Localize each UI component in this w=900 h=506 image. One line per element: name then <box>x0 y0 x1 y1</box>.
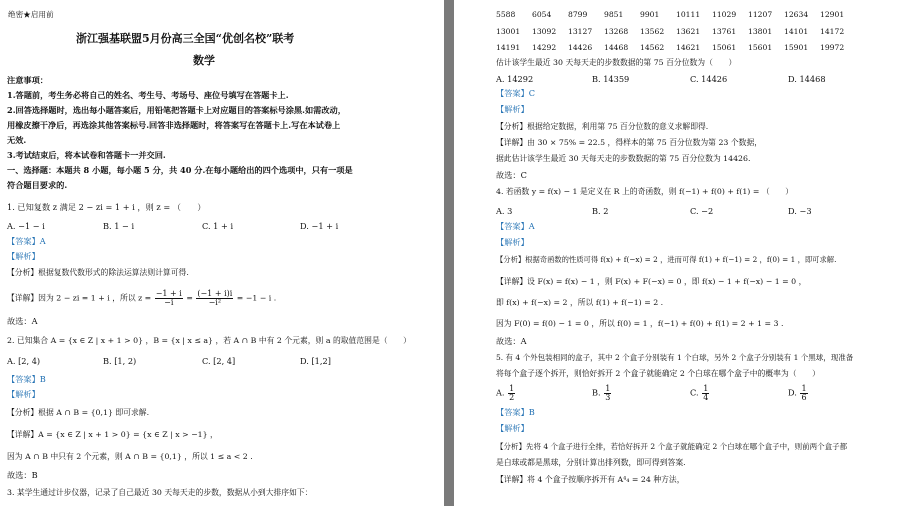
q2-jiexi: 【解析】 <box>7 389 40 399</box>
q5-d-num: 1 <box>801 384 807 393</box>
q1-frac1-num: −1 + i <box>155 289 182 298</box>
data-cell: 12634 <box>784 10 809 19</box>
question-5: 5. 有 4 个外包装相同的盒子，其中 2 个盒子分别装有 1 个白球，另外 2 个盒子分别装有 1 个黑球，现准备 <box>496 353 854 362</box>
q1-option-c: C. 1 + i <box>202 221 234 231</box>
q5-b-num: 1 <box>605 384 611 393</box>
q4-option-d: D. −3 <box>788 206 812 216</box>
section-heading: 一、选择题：本题共 8 小题，每小题 5 分，共 40 分.在每小题给出的四个选项中，只有一项是 <box>7 165 353 175</box>
q1-fraction-2 <box>196 290 233 307</box>
top-secret-label: 绝密★启用前 <box>8 10 54 19</box>
q5-option-a <box>496 385 516 402</box>
data-cell: 19972 <box>820 43 845 52</box>
q5-xiangjie: 【详解】将 4 个盒子按顺序拆开有 A⁴₄ = 24 种方法， <box>496 475 685 484</box>
data-cell: 13562 <box>640 27 665 36</box>
q4-option-c: C. −2 <box>690 206 714 216</box>
q3-conclude: 据此估计该学生最近 30 天每天走的步数数据的第 75 百分位数为 14426. <box>496 154 751 163</box>
q1-option-b: B. 1 − i <box>103 221 135 231</box>
question-1: 1. 已知复数 z 满足 2 − zi = 1 + i ，则 z = （ ） <box>7 202 206 212</box>
q2-xiangjie: 【详解】A = {x ∈ Z | x + 1 > 0} = {x ∈ Z | x > −1} ， <box>7 430 218 439</box>
q3-fenxi: 【分析】根据给定数据，利用第 75 百分位数的意义求解即得. <box>496 122 709 131</box>
q5-option-d <box>788 385 809 402</box>
question-4: 4. 若函数 y = f(x) − 1 是定义在 R 上的奇函数，则 f(−1) + f(0) + f(1) = （ ） <box>496 187 794 196</box>
data-cell: 15901 <box>784 43 809 52</box>
q4-xiangjie: 【详解】设 F(x) = f(x) − 1 ，则 F(x) + F(−x) = 0 ，即 f(x) − 1 + f(−x) − 1 = 0 ， <box>496 277 807 286</box>
q1-fraction-1 <box>155 290 183 307</box>
question-2: 2. 已知集合 A = {x ∈ Z | x + 1 > 0} ，B = {x | x ≤ a} ，若 A ∩ B 中有 2 个元素，则 a 的取值范围是（ ） <box>7 336 411 345</box>
q5-option-c-fraction <box>702 385 709 402</box>
q1-answer: 【答案】A <box>7 236 46 246</box>
data-cell: 13268 <box>604 27 629 36</box>
q3-option-c: C. 14426 <box>690 74 728 84</box>
q3-guci: 故选：C <box>496 170 527 180</box>
exam-subject: 数学 <box>193 54 215 67</box>
q5-option-b-label: B. <box>592 387 601 398</box>
data-row-3 <box>496 43 856 52</box>
q3-option-d: D. 14468 <box>788 74 826 84</box>
data-cell: 15061 <box>712 43 737 52</box>
notice-item-2-cont: 用橡皮擦干净后，再选涂其他答案标号.回答非选择题时，将答案写在答题卡上.写在本试卷上 <box>7 120 341 130</box>
q2-fenxi: 【分析】根据 A ∩ B = {0,1} 即可求解. <box>7 408 150 417</box>
q1-frac1-den: −i <box>164 298 174 307</box>
data-cell: 8799 <box>568 10 588 19</box>
data-row-1 <box>496 10 856 19</box>
q5-option-a-fraction <box>508 385 515 402</box>
data-cell: 12901 <box>820 10 845 19</box>
q2-option-c: C. [2, 4] <box>202 356 236 366</box>
data-cell: 6054 <box>532 10 552 19</box>
q5-b-den: 3 <box>605 393 611 402</box>
question-3: 3. 某学生通过计步仪器，记录了自己最近 30 天每天走的步数，数据从小到大排序如下： <box>7 488 313 497</box>
notice-item-2-end: 无效. <box>7 135 27 145</box>
q1-equals: = <box>186 293 193 303</box>
data-cell: 14172 <box>820 27 845 36</box>
q1-fenxi: 【分析】根据复数代数形式的除法运算法则计算可得. <box>7 268 189 277</box>
data-cell: 15601 <box>748 43 773 52</box>
q5-option-c-label: C. <box>690 387 699 398</box>
document-page-right <box>454 0 900 506</box>
q2-answer: 【答案】B <box>7 374 46 384</box>
q4-answer: 【答案】A <box>496 221 535 231</box>
data-row-2 <box>496 27 856 36</box>
data-cell: 13127 <box>568 27 593 36</box>
q4-line-3: 因为 F(0) = f(0) − 1 = 0 ，所以 f(0) = 1 ，f(−1) + f(0) + f(1) = 2 + 1 = 3 . <box>496 319 784 328</box>
q5-option-b-fraction <box>604 385 611 402</box>
q5-option-d-label: D. <box>788 387 797 398</box>
data-cell: 14468 <box>604 43 629 52</box>
q5-option-b <box>592 385 612 402</box>
q3-option-a: A. 14292 <box>496 74 534 84</box>
q5-fenxi: 【分析】先将 4 个盒子进行全排，若恰好拆开 2 个盒子就能确定 2 个白球在哪个盒子中，则前两个盒子都 <box>496 442 848 451</box>
data-cell: 13801 <box>748 27 773 36</box>
q5-c-num: 1 <box>703 384 709 393</box>
q1-xiangjie-text: 【详解】因为 2 − zi = 1 + i ，所以 z = <box>7 293 152 303</box>
q4-line-2: 即 f(x) + f(−x) = 2 ，所以 f(1) + f(−1) = 2 . <box>496 298 664 307</box>
q3-xiangjie: 【详解】由 30 × 75% = 22.5 ，得样本的第 75 百分位数为第 23 个数据， <box>496 138 763 147</box>
q3-answer: 【答案】C <box>496 88 536 98</box>
q5-fenxi-cont: 是白球或都是黑球，分别计算出排列数，即可得到答案. <box>496 458 686 467</box>
q4-fenxi: 【分析】根据奇函数的性质可得 f(x) + f(−x) = 2 ，进而可得 f(1) + f(−1) = 2 ，f(0) = 1 ，即可求解. <box>496 255 837 264</box>
q5-option-c <box>690 385 710 402</box>
q2-reason: 因为 A ∩ B 中只有 2 个元素，则 A ∩ B = {0,1} ，所以 1 ≤ a < 2 . <box>7 452 253 461</box>
data-cell: 5588 <box>496 10 516 19</box>
q4-option-b: B. 2 <box>592 206 609 216</box>
q1-xiangjie <box>7 290 276 307</box>
q5-a-den: 2 <box>509 393 515 402</box>
q1-option-a: A. −1 − i <box>7 221 45 231</box>
data-cell: 13001 <box>496 27 521 36</box>
q5-d-den: 6 <box>801 393 807 402</box>
data-cell: 11029 <box>712 10 737 19</box>
q5-option-d-fraction <box>800 385 807 402</box>
data-cell: 14621 <box>676 43 701 52</box>
data-cell: 10111 <box>676 10 701 19</box>
q1-frac2-den: −i² <box>208 298 222 307</box>
q4-option-a: A. 3 <box>496 206 513 216</box>
q5-jiexi: 【解析】 <box>496 423 529 433</box>
q5-c-den: 4 <box>703 393 709 402</box>
data-cell: 14562 <box>640 43 665 52</box>
data-cell: 13092 <box>532 27 557 36</box>
q5-answer: 【答案】B <box>496 407 535 417</box>
data-cell: 13761 <box>712 27 737 36</box>
data-cell: 14292 <box>532 43 557 52</box>
data-cell: 9851 <box>604 10 624 19</box>
q5-a-num: 1 <box>509 384 515 393</box>
data-cell: 9901 <box>640 10 660 19</box>
q3-jiexi: 【解析】 <box>496 104 529 114</box>
data-cell: 14191 <box>496 43 521 52</box>
q5-option-a-label: A. <box>496 387 505 398</box>
document-page-left <box>0 0 444 506</box>
section-heading-cont: 符合题目要求的. <box>7 180 68 190</box>
q4-guci: 故选：A <box>496 336 527 346</box>
q3-option-b: B. 14359 <box>592 74 630 84</box>
q2-option-d: D. [1,2] <box>300 356 331 366</box>
notice-heading: 注意事项： <box>7 75 48 85</box>
data-cell: 13621 <box>676 27 701 36</box>
notice-item-2: 2.回答选择题时，选出每小题答案后，用铅笔把答题卡上对应题目的答案标号涂黑.如需改动， <box>7 105 346 115</box>
notice-item-1: 1.答题前，考生务必将自己的姓名、考生号、考场号、座位号填写在答题卡上. <box>7 90 289 100</box>
data-cell: 14426 <box>568 43 593 52</box>
q4-jiexi: 【解析】 <box>496 237 529 247</box>
exam-title: 浙江强基联盟5月份高三全国“优创名校”联考 <box>76 32 295 45</box>
q2-guci: 故选：B <box>7 470 38 480</box>
q1-option-d: D. −1 + i <box>300 221 339 231</box>
q1-jiexi: 【解析】 <box>7 251 40 261</box>
q2-option-b: B. [1, 2) <box>103 356 137 366</box>
q3-ask: 估计该学生最近 30 天每天走的步数数据的第 75 百分位数为（ ） <box>496 58 737 67</box>
data-cell: 11207 <box>748 10 773 19</box>
q2-option-a: A. [2, 4) <box>7 356 41 366</box>
notice-item-3: 3.考试结束后，将本试卷和答题卡一并交回. <box>7 150 166 160</box>
page-gutter <box>444 0 454 506</box>
data-cell: 14101 <box>784 27 809 36</box>
q1-frac2-num: (−1 + i)i <box>197 289 233 298</box>
q1-result: = −1 − i . <box>236 293 277 303</box>
question-5-cont: 将每个盒子逐个拆开，则恰好拆开 2 个盒子就能确定 2 个白球在哪个盒子中的概率为（ ） <box>496 369 820 378</box>
q1-guci: 故选：A <box>7 316 38 326</box>
